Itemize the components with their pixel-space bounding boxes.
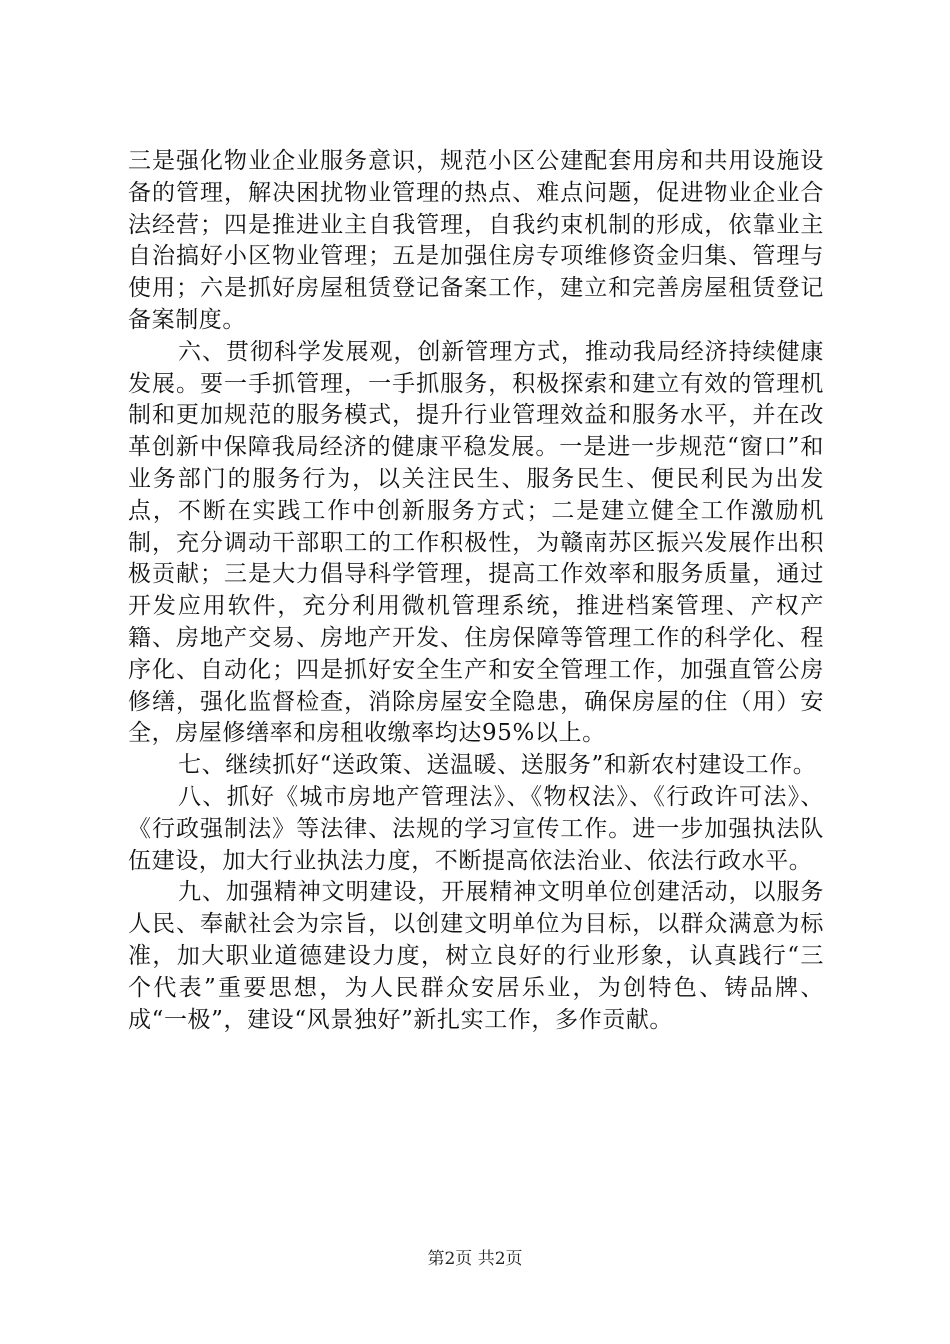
- paragraph-section-nine: 九、加强精神文明建设，开展精神文明单位创建活动，以服务人民、奉献社会为宗旨，以创建文明单位为目标，以群众满意为标准，加大职业道德建设力度，树立良好的行业形象，认真践行“三个代表”重要思想，为人民群众安居乐业，为创特色、铸品牌、成“一极”，建设“风景独好”新扎实工作，多作贡献。: [128, 879, 824, 1033]
- paragraph-section-eight: 八、抓好《城市房地产管理法》、《物权法》、《行政许可法》、《行政强制法》等法律、法规的学习宣传工作。进一步加强执法队伍建设，加大行业执法力度，不断提高依法治业、依法行政水平。: [128, 783, 824, 874]
- document-body: [128, 146, 824, 1036]
- paragraph-section-six: 六、贯彻科学发展观，创新管理方式，推动我局经济持续健康发展。要一手抓管理，一手抓服务，积极探索和建立有效的管理机制和更加规范的服务模式，提升行业管理效益和服务水平，并在改革创新中保障我局经济的健康平稳发展。一是进一步规范“窗口”和业务部门的服务行为，以关注民生、服务民生、便民利民为出发点，不断在实践工作中创新服务方式；二是建立健全工作激励机制，充分调动干部职工的工作积极性，为赣南苏区振兴发展作出积极贡献；三是大力倡导科学管理，提高工作效率和服务质量，通过开发应用软件，充分利用微机管理系统，推进档案管理、产权产籍、房地产交易、房地产开发、住房保障等管理工作的科学化、程序化、自动化；四是抓好安全生产和安全管理工作，加强直管公房修缮，强化监督检查，消除房屋安全隐患，确保房屋的住（用）安全，房屋修缮率和房租收缴率均达95%以上。: [128, 338, 824, 747]
- paragraph-continuation: 三是强化物业企业服务意识，规范小区公建配套用房和共用设施设备的管理，解决困扰物业管理的热点、难点问题，促进物业企业合法经营；四是推进业主自我管理，自我约束机制的形成，依靠业主自治搞好小区物业管理；五是加强住房专项维修资金归集、管理与使用；六是抓好房屋租赁登记备案工作，建立和完善房屋租赁登记备案制度。: [128, 148, 824, 333]
- paragraph-section-seven: 七、继续抓好“送政策、送温暖、送服务”和新农村建设工作。: [178, 752, 817, 779]
- page-footer: 第2页 共2页: [427, 1249, 523, 1269]
